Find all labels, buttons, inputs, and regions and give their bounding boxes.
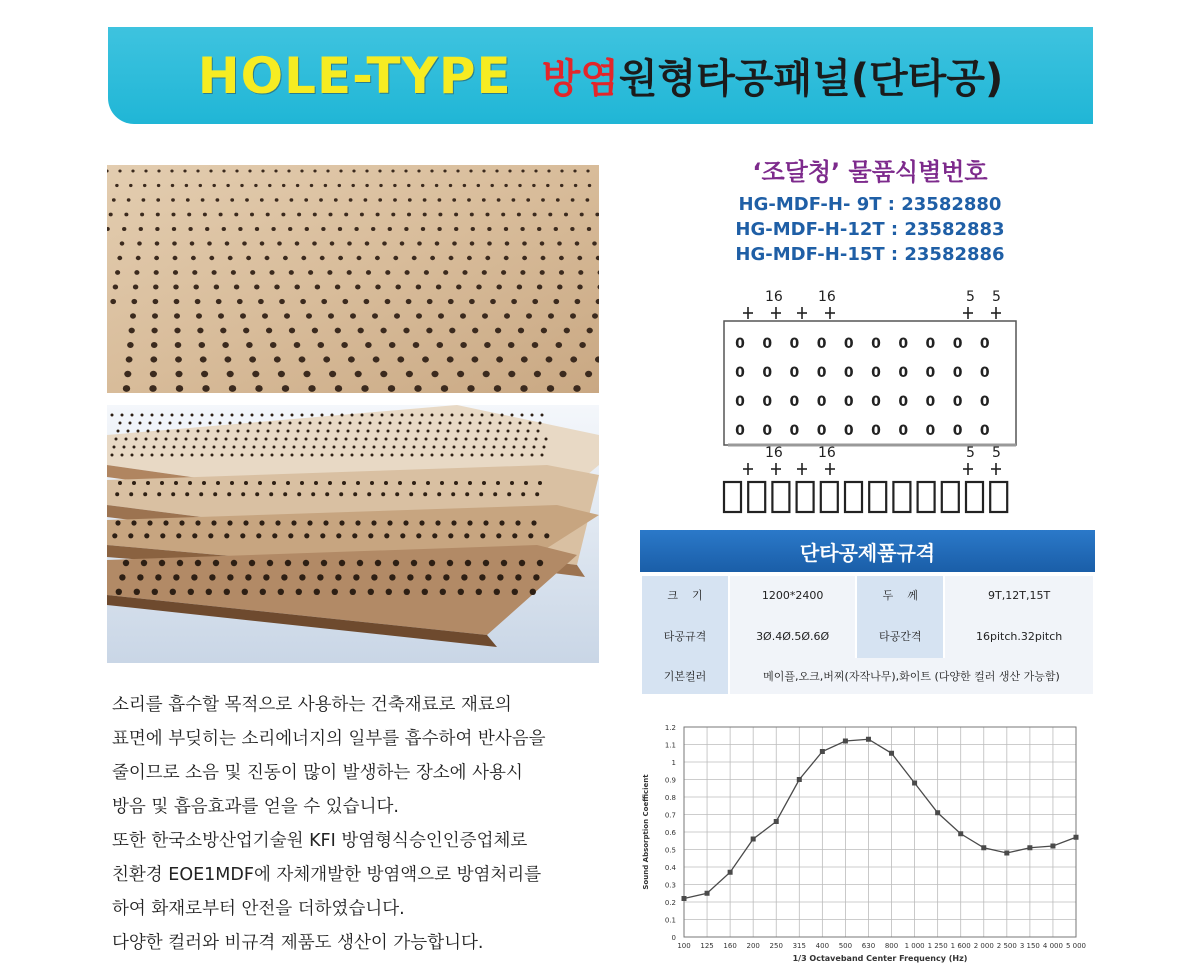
x-tick-label: 160 bbox=[723, 942, 737, 950]
table-row bbox=[642, 658, 1093, 694]
description-line: 방음 및 흡음효과를 얻을 수 있습니다. bbox=[112, 797, 399, 817]
x-tick-label: 1 000 bbox=[904, 942, 925, 950]
description-line: 다양한 컬러와 비규격 제품도 생산이 가능합니다. bbox=[112, 933, 484, 953]
data-point bbox=[843, 739, 848, 744]
hole-mark: 0 bbox=[871, 423, 881, 439]
hole-mark: 0 bbox=[898, 336, 909, 352]
hole-mark: 0 bbox=[816, 394, 827, 410]
hole-mark: 0 bbox=[843, 394, 854, 410]
box-glyph bbox=[821, 482, 838, 512]
y-tick-label: 0.9 bbox=[664, 776, 676, 785]
hole-mark: 0 bbox=[898, 423, 909, 439]
dimension-label: 5 bbox=[966, 445, 975, 461]
box-glyph bbox=[845, 482, 862, 512]
data-point bbox=[958, 831, 963, 836]
hole-mark: 0 bbox=[735, 394, 745, 410]
panel-photo-stack bbox=[107, 405, 599, 663]
procurement-code: HG-MDF-H-15T : 23582886 bbox=[735, 244, 1005, 265]
hole-mark: 0 bbox=[871, 336, 881, 352]
box-glyph bbox=[990, 482, 1007, 512]
spec-value: 9T,12T,15T bbox=[945, 576, 1093, 614]
box-glyph bbox=[797, 482, 814, 512]
data-point bbox=[889, 751, 894, 756]
hole-mark: 0 bbox=[843, 365, 854, 381]
x-tick-label: 100 bbox=[677, 942, 691, 950]
spec-value: 3Ø.4Ø.5Ø.6Ø bbox=[730, 614, 855, 658]
x-tick-label: 1 600 bbox=[950, 942, 971, 950]
x-tick-label: 200 bbox=[746, 942, 760, 950]
spec-value: 1200*2400 bbox=[730, 576, 855, 614]
procurement-title: ‘조달청’ 물품식별번호 bbox=[752, 158, 988, 186]
hole-mark: 0 bbox=[952, 394, 963, 410]
data-point bbox=[682, 896, 687, 901]
series-line bbox=[684, 739, 1076, 898]
dimension-label: 16 bbox=[818, 445, 836, 461]
chart-grid bbox=[684, 727, 1076, 937]
spec-table-title: 단타공제품규격 bbox=[640, 530, 1095, 572]
spec-value: 메이플,오크,버찌(자작나무),화이트 (다양한 컬러 생산 가능함) bbox=[730, 658, 1093, 694]
data-point bbox=[912, 781, 917, 786]
description-line: 친환경 EOE1MDF에 자체개발한 방염액으로 방염처리를 bbox=[112, 865, 542, 885]
x-tick-label: 5 000 bbox=[1065, 942, 1087, 950]
y-tick-label: 0.8 bbox=[664, 794, 676, 802]
x-tick-label: 630 bbox=[861, 942, 876, 950]
dimension-label: 16 bbox=[818, 289, 836, 305]
procurement-codes bbox=[700, 192, 1040, 267]
hole-mark: 0 bbox=[871, 394, 881, 410]
data-point bbox=[1027, 845, 1032, 850]
description-line: 또한 한국소방산업기술원 KFI 방염형식승인인증업체로 bbox=[112, 831, 528, 851]
hole-mark: 0 bbox=[816, 423, 827, 439]
data-point bbox=[1050, 844, 1055, 849]
y-axis-label: Sound Absorption Coefficient bbox=[642, 774, 650, 890]
spec-label: 타공규격 bbox=[642, 614, 728, 658]
data-point bbox=[728, 870, 733, 875]
x-tick-label: 500 bbox=[838, 942, 853, 950]
data-point bbox=[935, 810, 940, 815]
title-ko bbox=[542, 47, 1004, 104]
x-axis-label: 1/3 Octaveband Center Frequency (Hz) bbox=[792, 954, 968, 963]
hole-mark: 0 bbox=[952, 336, 963, 352]
x-tick-label: 250 bbox=[769, 942, 783, 950]
procurement-code: HG-MDF-H-12T : 23582883 bbox=[735, 219, 1005, 240]
spec-table bbox=[640, 576, 1095, 694]
data-point bbox=[820, 749, 825, 754]
box-glyph bbox=[724, 482, 741, 512]
title-ko-highlight: 방염 bbox=[541, 56, 619, 102]
box-glyph bbox=[942, 482, 959, 512]
dimension-label: 5 bbox=[966, 289, 975, 305]
x-tick-label: 1 250 bbox=[927, 942, 948, 950]
spec-label: 두 께 bbox=[857, 576, 943, 614]
hole-mark: 0 bbox=[789, 365, 800, 381]
description-line: 소리를 흡수할 목적으로 사용하는 건축재료로 재료의 bbox=[112, 695, 512, 715]
hole-mark: 0 bbox=[979, 336, 990, 352]
data-point bbox=[751, 837, 756, 842]
hole-mark: 0 bbox=[925, 365, 936, 381]
hole-mark: 0 bbox=[871, 365, 881, 381]
description-line: 표면에 부딪히는 소리에너지의 일부를 흡수하여 반사음을 bbox=[112, 729, 546, 749]
data-point bbox=[981, 845, 986, 850]
hole-mark: 0 bbox=[952, 423, 963, 439]
y-tick-label: 0.1 bbox=[664, 916, 676, 925]
hole-mark: 0 bbox=[816, 365, 827, 381]
description-line: 하여 화재로부터 안전을 더하였습니다. bbox=[112, 899, 405, 919]
data-point bbox=[797, 777, 802, 782]
hole-mark: 0 bbox=[789, 394, 800, 410]
hole-mark: 0 bbox=[762, 423, 773, 439]
hole-mark: 0 bbox=[762, 394, 773, 410]
hole-mark: 0 bbox=[925, 336, 936, 352]
x-tick-label: 125 bbox=[700, 942, 714, 950]
hole-mark: 0 bbox=[952, 365, 963, 381]
dimension-label: 5 bbox=[992, 445, 1001, 461]
y-tick-label: 1.1 bbox=[664, 741, 676, 750]
spec-label: 타공간격 bbox=[857, 614, 943, 658]
hole-mark: 0 bbox=[925, 423, 936, 439]
spec-label: 크 기 bbox=[642, 576, 728, 614]
y-tick-label: 0.5 bbox=[664, 846, 676, 855]
hole-mark: 0 bbox=[979, 394, 990, 410]
title-banner bbox=[108, 27, 1093, 124]
x-tick-label: 4 000 bbox=[1042, 942, 1063, 950]
hole-mark: 0 bbox=[735, 336, 745, 352]
hole-mark: 0 bbox=[898, 394, 909, 410]
description-line: 줄이므로 소음 및 진동이 많이 발생하는 장소에 사용시 bbox=[112, 763, 523, 783]
dimension-label: 16 bbox=[765, 445, 783, 461]
y-tick-label: 0.7 bbox=[664, 811, 676, 820]
box-glyph bbox=[748, 482, 765, 512]
hole-mark: 0 bbox=[735, 365, 745, 381]
y-tick-label: 1.2 bbox=[664, 724, 676, 732]
hole-mark: 0 bbox=[789, 336, 800, 352]
data-point bbox=[866, 737, 871, 742]
spec-value: 16pitch.32pitch bbox=[945, 614, 1093, 658]
x-tick-label: 400 bbox=[815, 942, 830, 950]
table-row bbox=[642, 614, 1093, 658]
absorption-chart bbox=[636, 715, 1096, 975]
y-tick-label: 0 bbox=[671, 934, 676, 942]
box-glyph bbox=[918, 482, 935, 512]
hole-mark: 0 bbox=[789, 423, 800, 439]
x-tick-label: 800 bbox=[884, 942, 899, 950]
hole-mark: 0 bbox=[979, 423, 990, 439]
data-point bbox=[1074, 835, 1079, 840]
procurement-code: HG-MDF-H- 9T : 23582880 bbox=[738, 194, 1002, 215]
dimension-label: 16 bbox=[765, 289, 783, 305]
hole-mark: 0 bbox=[762, 336, 773, 352]
data-point bbox=[705, 891, 710, 896]
x-tick-label: 3 150 bbox=[1019, 942, 1040, 950]
panel-photo-closeup bbox=[107, 165, 599, 393]
x-tick-label: 315 bbox=[792, 942, 806, 950]
y-tick-label: 0.6 bbox=[664, 829, 676, 837]
box-glyph bbox=[772, 482, 789, 512]
data-point bbox=[1004, 851, 1009, 856]
hole-mark: 0 bbox=[762, 365, 773, 381]
y-tick-label: 0.2 bbox=[664, 899, 676, 907]
hole-mark: 0 bbox=[979, 365, 990, 381]
title-ko-rest: 원형타공패널(단타공) bbox=[618, 56, 1004, 102]
hole-mark: 0 bbox=[735, 423, 745, 439]
box-glyph bbox=[893, 482, 910, 512]
hole-mark: 0 bbox=[898, 365, 909, 381]
hole-mark: 0 bbox=[843, 423, 854, 439]
hole-spacing-diagram bbox=[720, 285, 1020, 520]
data-point bbox=[774, 819, 779, 824]
hole-mark: 0 bbox=[816, 336, 827, 352]
y-tick-label: 0.3 bbox=[664, 881, 676, 890]
box-glyph bbox=[966, 482, 983, 512]
spec-label: 기본컬러 bbox=[642, 658, 728, 694]
x-tick-label: 2 500 bbox=[996, 942, 1017, 950]
table-row bbox=[642, 576, 1093, 614]
hole-mark: 0 bbox=[925, 394, 936, 410]
box-glyph bbox=[869, 482, 886, 512]
description bbox=[112, 688, 602, 960]
y-tick-label: 0.4 bbox=[664, 864, 676, 872]
hole-mark: 0 bbox=[843, 336, 854, 352]
title-en: HOLE-TYPE bbox=[197, 46, 512, 105]
x-tick-label: 2 000 bbox=[973, 942, 994, 950]
y-tick-label: 1 bbox=[671, 759, 676, 767]
dimension-label: 5 bbox=[992, 289, 1001, 305]
